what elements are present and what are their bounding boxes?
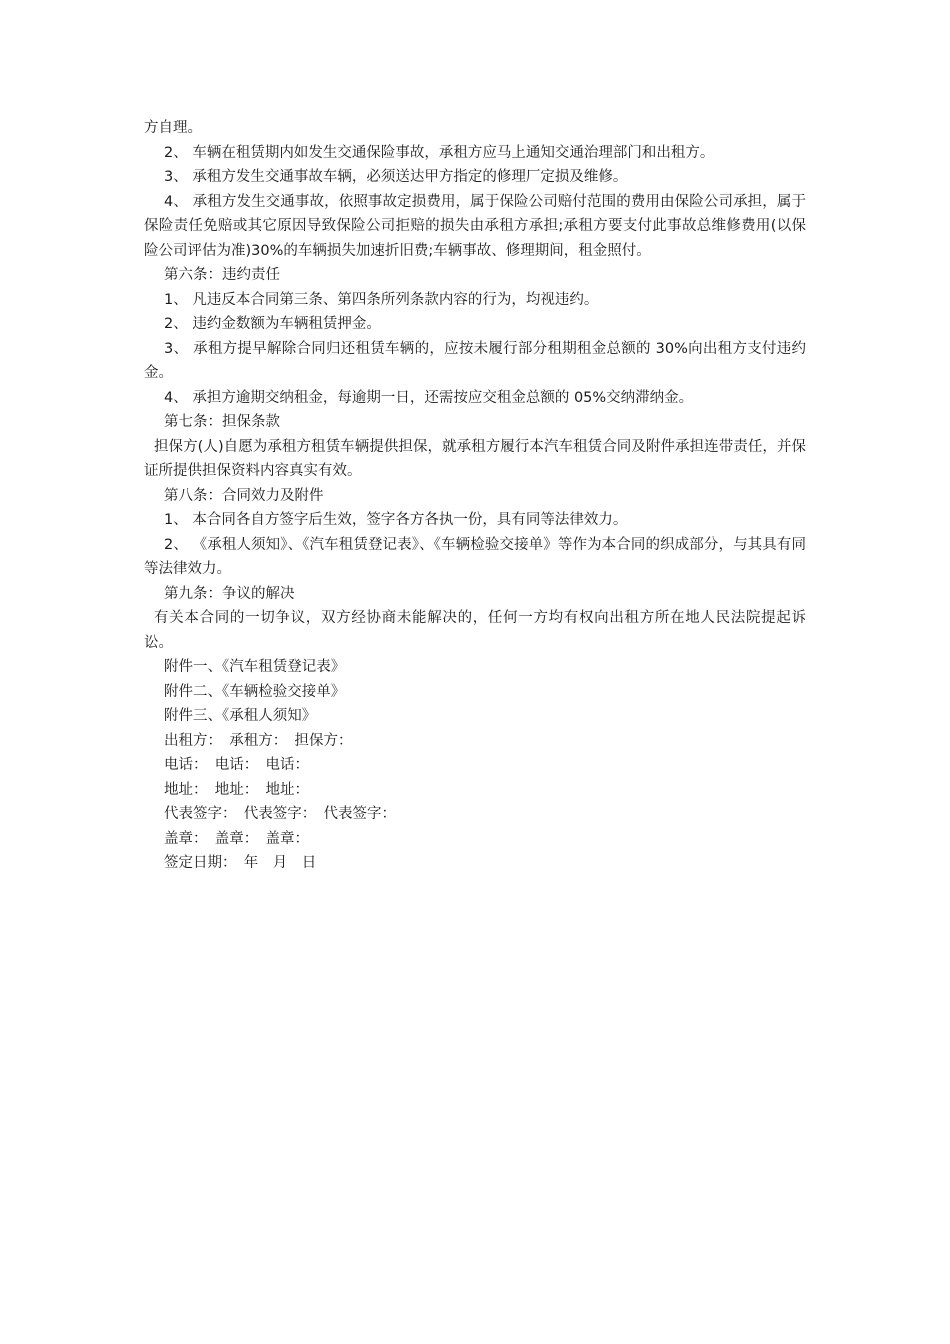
signature-representative: 代表签字： 代表签字： 代表签字：	[164, 806, 396, 822]
article-6-heading: 第六条：违约责任	[164, 267, 280, 283]
clause-5-item-4: 4、 承租方发生交通事故，依照事故定损费用，属于保险公司赔付范围的费用由保险公司承担，属于保险责任免赔或其它原因导致保险公司拒赔的损失由承租方承担;承租方要支付此事故总维修费用(以保险公司评估为准)30%的车辆损失加速折旧费;车辆事故、修理期间，租金照付。	[144, 193, 806, 259]
signature-address: 地址： 地址： 地址：	[164, 781, 309, 798]
article-7-heading: 第七条：担保条款	[164, 414, 280, 430]
clause-6-item-4: 4、 承担方逾期交纳租金，每逾期一日，还需按应交租金总额的 05%交纳滞纳金。	[164, 389, 694, 406]
clause-6-item-2: 2、 违约金数额为车辆租赁押金。	[164, 316, 381, 332]
paragraph-continuation: 方自理。	[144, 120, 202, 136]
attachment-2: 附件二、《车辆检验交接单》	[164, 683, 346, 700]
signature-seal: 盖章： 盖章： 盖章：	[164, 830, 309, 847]
signature-phone: 电话： 电话： 电话：	[164, 757, 309, 773]
document-body	[144, 116, 806, 876]
signature-parties: 出租方： 承租方： 担保方：	[164, 732, 353, 749]
clause-9-body: 有关本合同的一切争议，双方经协商未能解决的，任何一方均有权向出租方所在地人民法院提起诉讼。	[144, 610, 806, 651]
clause-6-item-3: 3、 承租方提早解除合同归还租赁车辆的，应按未履行部分租期租金总额的 30%向出租方支付违约金。	[144, 340, 806, 381]
signature-date: 签定日期： 年 月 日	[164, 855, 317, 871]
attachment-3: 附件三、《承租人须知》	[164, 708, 317, 724]
clause-5-item-3: 3、 承租方发生交通事故车辆，必须送达甲方指定的修理厂定损及维修。	[164, 169, 628, 185]
attachment-1: 附件一、《汽车租赁登记表》	[164, 659, 346, 675]
clause-7-body: 担保方(人)自愿为承租方租赁车辆提供担保，就承租方履行本汽车租赁合同及附件承担连带责任，并保证所提供担保资料内容真实有效。	[144, 438, 806, 479]
clause-8-item-2: 2、 《承租人须知》、《汽车租赁登记表》、《车辆检验交接单》等作为本合同的织成部分，与其具有同等法律效力。	[144, 536, 806, 577]
clause-5-item-2: 2、 车辆在租赁期内如发生交通保险事故，承租方应马上通知交通治理部门和出租方。	[164, 144, 715, 161]
article-9-heading: 第九条：争议的解决	[164, 585, 295, 602]
clause-8-item-1: 1、 本合同各自方签字后生效，签字各方各执一份，具有同等法律效力。	[164, 512, 628, 528]
clause-6-item-1: 1、 凡违反本合同第三条、第四条所列条款内容的行为，均视违约。	[164, 291, 599, 308]
article-8-heading: 第八条：合同效力及附件	[164, 487, 324, 504]
